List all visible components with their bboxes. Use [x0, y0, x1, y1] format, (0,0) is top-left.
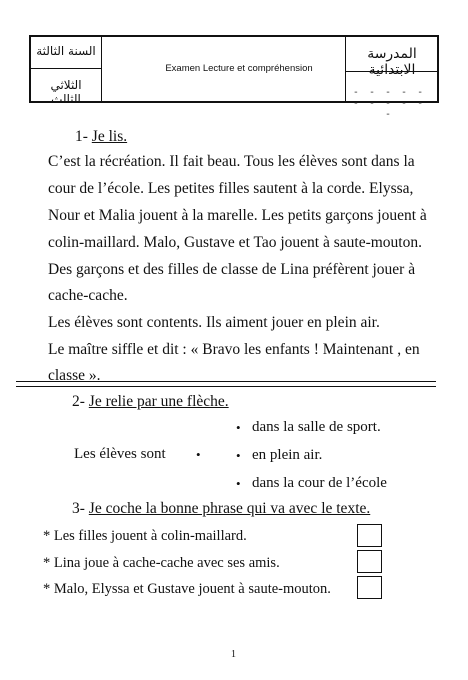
section3-heading [72, 500, 370, 518]
checkbox-sentence-3[interactable] [357, 576, 382, 599]
header-divider-left [101, 37, 102, 101]
section3-number: 3- [72, 500, 89, 517]
text-line-6: cache-cache. [48, 287, 128, 304]
text-line-1: C’est la récréation. Il fait beau. Tous les élèves sont dans la [48, 153, 415, 170]
exam-title: Examen Lecture et compréhension [165, 63, 313, 74]
sentence-1: * Les filles jouent à colin-maillard. [43, 528, 247, 544]
checkbox-sentence-1[interactable] [357, 524, 382, 547]
sentence-3: * Malo, Elyssa et Gustave jouent à saute-mouton. [43, 581, 331, 597]
text-line-2: cour de l’école. Les petites filles sautent à la corde. Elyssa, [48, 180, 414, 197]
text-line-8: Le maître siffle et dit : « Bravo les enfants ! Maintenant , en [48, 341, 420, 358]
separator-line-top [16, 381, 436, 382]
school-name-blank: - - - - - - - - - - - [352, 87, 426, 120]
header-left-split [31, 68, 102, 69]
section1-heading [75, 128, 127, 146]
section1-number: 1- [75, 128, 92, 145]
checkbox-sentence-2[interactable] [357, 550, 382, 573]
text-line-9: classe ». [48, 367, 101, 384]
match-dot-2: • [236, 448, 241, 463]
match-left-dot: • [196, 447, 201, 462]
text-line-3: Nour et Malia jouent à la marelle. Les petits garçons jouent à [48, 207, 427, 224]
section3-title: Je coche la bonne phrase qui va avec le texte. [88, 500, 371, 517]
separator-line-bottom [16, 386, 436, 387]
section2-heading [72, 393, 229, 411]
match-option-2: en plein air. [252, 447, 323, 463]
sentence-2: * Lina joue à cache-cache avec ses amis. [43, 555, 280, 571]
text-line-5: Des garçons et des filles de classe de Lina préfèrent jouer à [48, 261, 416, 278]
match-dot-3: • [236, 476, 241, 491]
section2-number: 2- [72, 393, 89, 410]
trimester-label: الثلاثي الثالث [50, 78, 82, 106]
section2-title: Je relie par une flèche. [88, 393, 229, 410]
match-option-1: dans la salle de sport. [252, 419, 381, 435]
school-label: المدرسة الابتدائية [367, 46, 417, 78]
match-option-3: dans la cour de l’école [252, 475, 387, 491]
page-number: 1 [231, 649, 236, 660]
text-line-7: Les élèves sont contents. Ils aiment jouer en plein air. [48, 314, 380, 331]
text-line-4: colin-maillard. Malo, Gustave et Tao jouent à saute-mouton. [48, 234, 422, 251]
match-dot-1: • [236, 420, 241, 435]
year-label: السنة الثالثة [36, 44, 96, 58]
match-left-item: Les élèves sont [74, 446, 166, 462]
exam-header [29, 35, 439, 120]
section1-title: Je lis. [91, 128, 128, 145]
